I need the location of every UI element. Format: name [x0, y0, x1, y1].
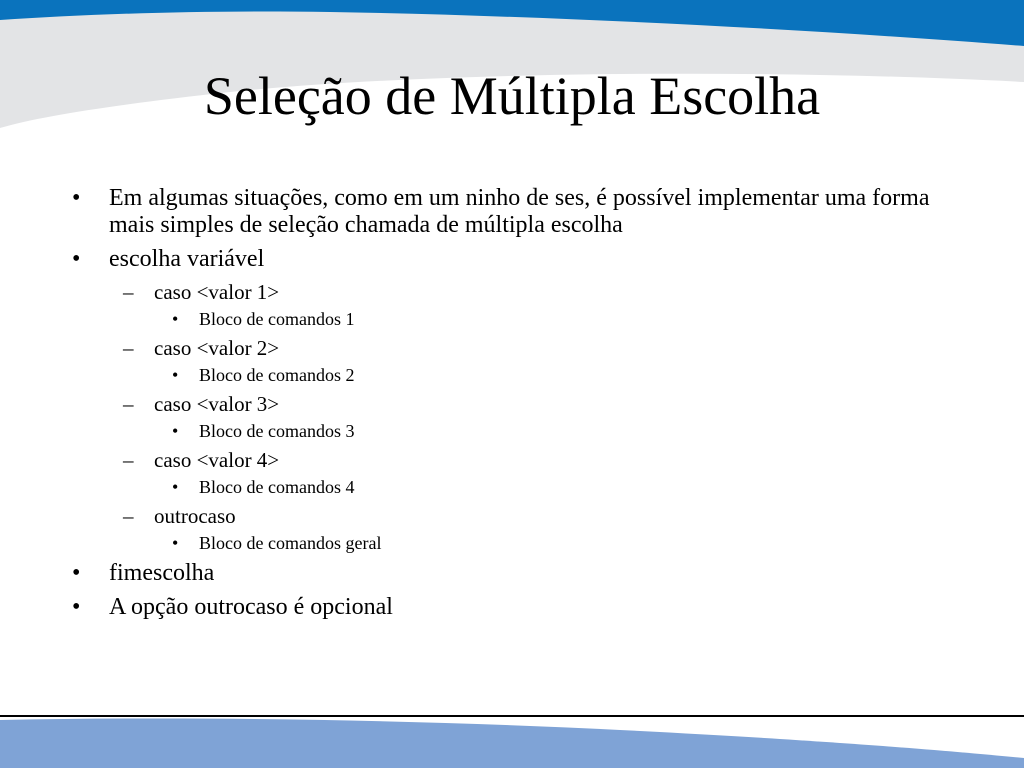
dash-marker: –	[123, 504, 134, 528]
bullet-text: Em algumas situações, como em um ninho de ses, é possível implementar uma forma mais simples de seleção chamada de múltipla escolha	[109, 185, 930, 238]
bullet-text: caso <valor 1>	[154, 280, 280, 304]
bullet-text: Bloco de comandos 1	[199, 309, 355, 329]
bullet-item-level-1	[72, 560, 972, 587]
dash-marker: –	[123, 448, 134, 472]
bullet-item-level-2	[72, 448, 972, 472]
bullet-text: fimescolha	[109, 560, 215, 586]
bullet-text: Bloco de comandos geral	[199, 533, 382, 553]
bullet-text: A opção outrocaso é opcional	[109, 594, 393, 620]
footer-blue-band	[0, 718, 1024, 768]
bullet-marker: •	[72, 594, 81, 620]
bullet-item-level-2	[72, 336, 972, 360]
bullet-item-level-3	[72, 309, 972, 330]
dash-marker: –	[123, 336, 134, 360]
bullet-marker: •	[172, 477, 179, 497]
bullet-text: outrocaso	[154, 504, 236, 528]
bullet-item-level-1	[72, 185, 972, 239]
bullet-item-level-2	[72, 392, 972, 416]
bullet-item-level-3	[72, 477, 972, 498]
bullet-item-level-3	[72, 365, 972, 386]
bullet-marker: •	[172, 309, 179, 329]
bullet-marker: •	[72, 185, 81, 211]
bullet-text: caso <valor 4>	[154, 448, 280, 472]
footer-decoration	[0, 710, 1024, 768]
bullet-list	[72, 185, 972, 628]
bullet-item-level-1	[72, 246, 972, 273]
bullet-marker: •	[172, 365, 179, 385]
bullet-item-level-3	[72, 533, 972, 554]
slide-title: Seleção de Múltipla Escolha	[203, 66, 821, 126]
bullet-text: Bloco de comandos 2	[199, 365, 355, 385]
bullet-text: Bloco de comandos 3	[199, 421, 355, 441]
bullet-text: caso <valor 3>	[154, 392, 280, 416]
bullet-item-level-1	[72, 594, 972, 621]
bullet-item-level-2	[72, 280, 972, 304]
bullet-marker: •	[172, 421, 179, 441]
bullet-marker: •	[72, 246, 81, 272]
bullet-item-level-3	[72, 421, 972, 442]
bullet-text: Bloco de comandos 4	[199, 477, 355, 497]
bullet-marker: •	[172, 533, 179, 553]
bullet-text: escolha variável	[109, 246, 265, 272]
bullet-marker: •	[72, 560, 81, 586]
bullet-item-level-2	[72, 504, 972, 528]
dash-marker: –	[123, 392, 134, 416]
bullet-text: caso <valor 2>	[154, 336, 280, 360]
dash-marker: –	[123, 280, 134, 304]
